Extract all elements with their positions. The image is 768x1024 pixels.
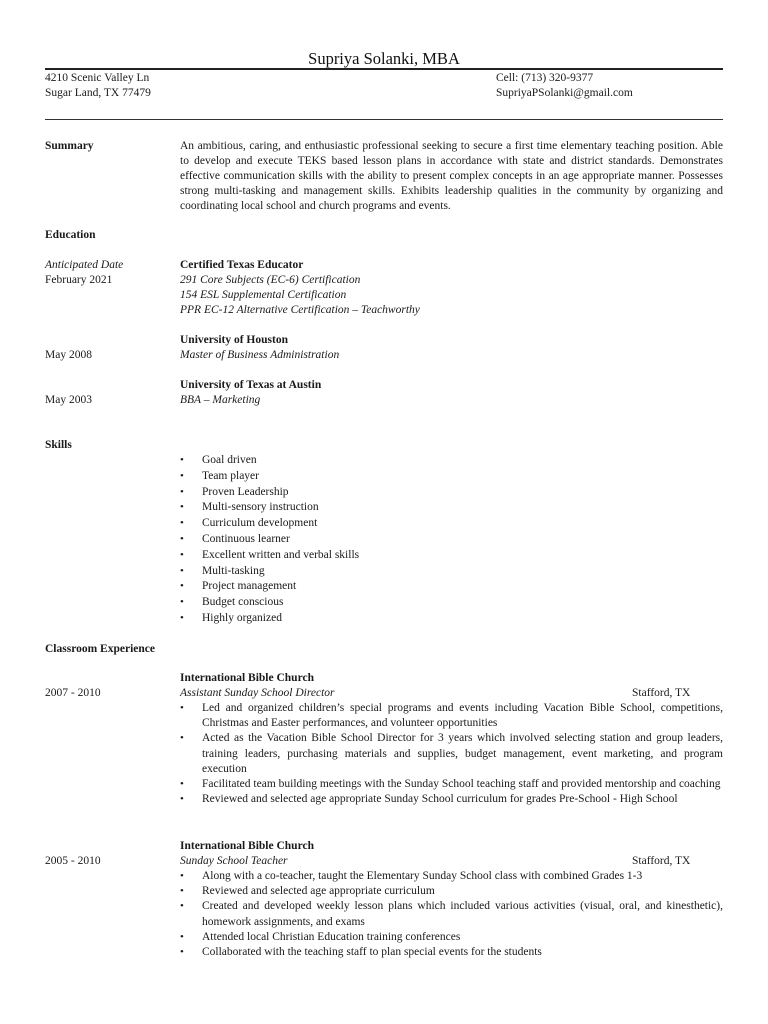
summary-text: An ambitious, caring, and enthusiastic professional seeking to secure a first time elementary teaching position. Able to develop and execute TEKS based lesson plans in accordance with state and district standards. Demonstrates effective communication skills with the ability to present complex concepts in an age appropriate manner. Possesses strong multi-tasking and management skills. Exhibits leadership qualities in the community by organizing and coordinating local school and church programs and events. <box>180 140 723 212</box>
education-date-note: Anticipated Date <box>45 259 124 271</box>
address-line-1: 4210 Scenic Valley Ln <box>45 72 150 84</box>
skill-item: • Proven Leadership <box>180 485 723 501</box>
job-bullet: • Created and developed weekly lesson plans which included various activities (visual, oral, and kinesthetic), homework assignments, and exams <box>180 899 723 929</box>
skill-item: • Team player <box>180 469 723 485</box>
contact-rule <box>45 119 723 120</box>
address-block <box>45 71 151 101</box>
job-bullet: • Reviewed and selected age appropriate curriculum <box>180 884 723 899</box>
job-bullet: • Acted as the Vacation Bible School Director for 3 years which involved selecting station and group leaders, training leaders, purchasing materials and supplies, budget management, event marketing, and program execution <box>180 731 723 777</box>
job-bullet: • Reviewed and selected age appropriate Sunday School curriculum for grades Pre-School - High School <box>180 792 723 807</box>
job-title: Sunday School Teacher <box>180 855 288 867</box>
skills-heading: Skills <box>45 439 72 451</box>
skill-item: • Curriculum development <box>180 516 723 532</box>
education-date: May 2003 <box>45 394 92 406</box>
skill-item: • Excellent written and verbal skills <box>180 548 723 564</box>
header-rule <box>45 68 723 70</box>
education-institution: University of Texas at Austin <box>180 379 322 391</box>
summary-heading: Summary <box>45 140 94 152</box>
job-bullet: • Collaborated with the teaching staff to plan special events for the students <box>180 945 723 960</box>
email-address: SupriyaPSolanki@gmail.com <box>496 87 633 99</box>
education-institution: Certified Texas Educator <box>180 259 304 271</box>
job-dates: 2005 - 2010 <box>45 855 101 867</box>
experience-heading: Classroom Experience <box>45 643 155 655</box>
education-heading: Education <box>45 229 96 241</box>
education-date: May 2008 <box>45 349 92 361</box>
skill-item: • Highly organized <box>180 611 723 627</box>
skill-item: • Multi-sensory instruction <box>180 500 723 516</box>
job-bullet: • Attended local Christian Education training conferences <box>180 930 723 945</box>
job-bullet: • Along with a co-teacher, taught the Elementary Sunday School class with combined Grades 1-3 <box>180 869 723 884</box>
education-date: February 2021 <box>45 274 113 286</box>
job-bullet: • Led and organized children’s special programs and events including Vacation Bible School, competitions, Christmas and Easter performances, and volunteer opportunities <box>180 701 723 731</box>
education-detail: BBA – Marketing <box>180 394 261 406</box>
skill-item: • Goal driven <box>180 453 723 469</box>
job-organization: International Bible Church <box>180 840 314 852</box>
job-bullet: • Facilitated team building meetings with the Sunday School teaching staff and provided mentorship and coaching <box>180 777 723 792</box>
education-detail: Master of Business Administration <box>180 349 340 361</box>
education-detail: 154 ESL Supplemental Certification <box>180 289 347 301</box>
education-detail: 291 Core Subjects (EC-6) Certification <box>180 274 361 286</box>
job-bullets <box>180 869 723 960</box>
job-location: Stafford, TX <box>632 855 691 867</box>
skill-item: • Project management <box>180 579 723 595</box>
resume-name: Supriya Solanki, MBA <box>308 49 460 68</box>
education-institution: University of Houston <box>180 334 288 346</box>
job-organization: International Bible Church <box>180 672 314 684</box>
address-line-2: Sugar Land, TX 77479 <box>45 87 151 99</box>
job-bullets <box>180 701 723 807</box>
skill-item: • Continuous learner <box>180 532 723 548</box>
job-location: Stafford, TX <box>632 687 691 699</box>
contact-block <box>496 71 633 101</box>
job-dates: 2007 - 2010 <box>45 687 101 699</box>
job-title: Assistant Sunday School Director <box>180 687 335 699</box>
education-detail: PPR EC-12 Alternative Certification – Teachworthy <box>180 304 420 316</box>
skill-item: • Budget conscious <box>180 595 723 611</box>
cell-phone: Cell: (713) 320-9377 <box>496 72 594 84</box>
skill-item: • Multi-tasking <box>180 564 723 580</box>
skills-list <box>180 453 723 627</box>
